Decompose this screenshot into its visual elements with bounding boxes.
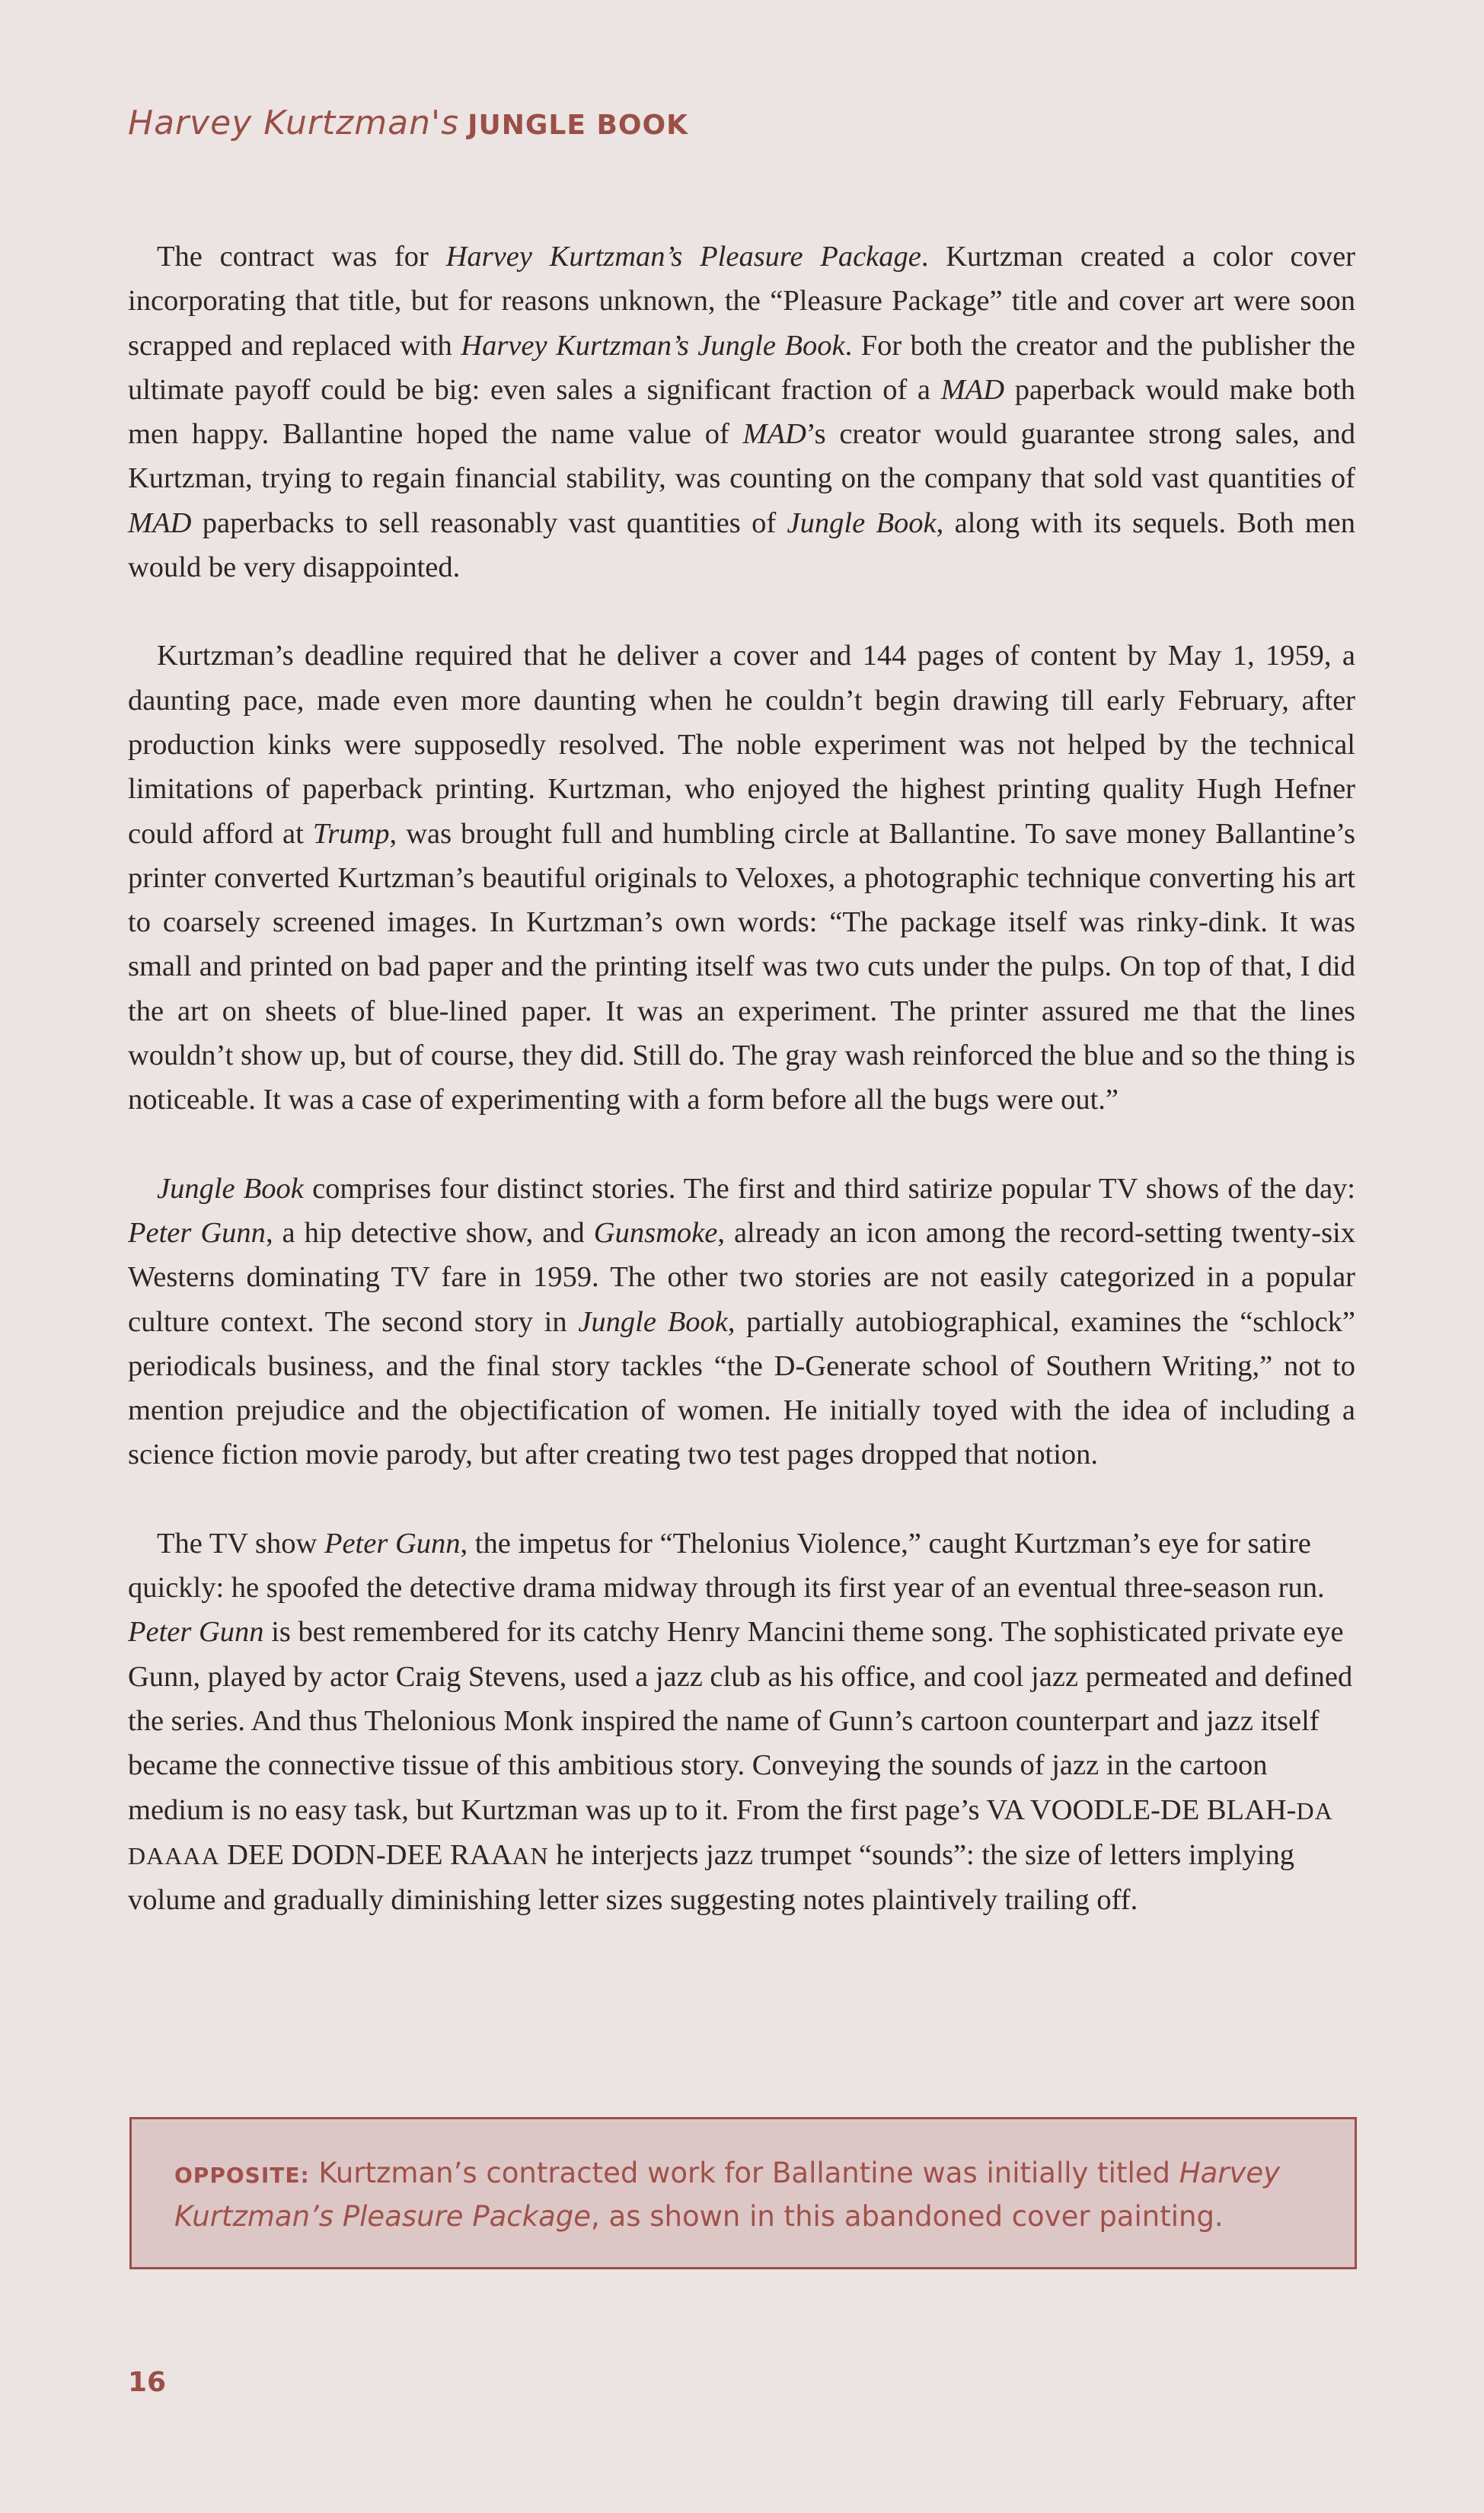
text-run: . For both the creator and the publisher the ultimate payoff could be big: even sales a significant fraction of a bbox=[128, 329, 1356, 406]
sound-effect-small: AN bbox=[512, 1841, 549, 1870]
header-script-title: Harvey Kurtzman's bbox=[128, 104, 459, 142]
text-run: , partially autobiographical, examines the “schlock” periodicals business, and the final story tackles “the D-Generate school of Southern Writing,” not to mention prejudice and the objectification of women. He initially toyed with the idea of including a science fiction movie parody, but after creating two test pages dropped that notion. bbox=[128, 1305, 1355, 1471]
paragraph-3 bbox=[128, 1167, 1355, 1477]
italic-title: Peter Gunn bbox=[128, 1216, 266, 1249]
caption-italic-title: Harvey Kurtzman’s Pleasure Package bbox=[174, 2157, 1281, 2233]
sound-effect-text: VA VOODLE-DE BLAH- bbox=[986, 1793, 1297, 1826]
text-run: , already an icon among the record-setting twenty-six Westerns dominating TV fare in 1959. The other two stories are not easily categorized in a popular culture context. The second story in bbox=[128, 1216, 1356, 1338]
sound-effect-small: DA DAAAA bbox=[128, 1796, 1332, 1870]
italic-title: Harvey Kurtzman’s Jungle Book bbox=[461, 329, 845, 362]
running-header bbox=[128, 104, 688, 142]
italic-title: Peter Gunn bbox=[324, 1527, 461, 1560]
article-body bbox=[128, 235, 1355, 1966]
caption-box bbox=[129, 2117, 1357, 2269]
italic-title: Peter Gunn bbox=[128, 1616, 264, 1649]
italic-title: MAD bbox=[940, 373, 1005, 406]
italic-title: Gunsmoke bbox=[593, 1216, 718, 1249]
caption-text: , as shown in this abandoned cover painting. bbox=[591, 2200, 1224, 2233]
page-number: 16 bbox=[128, 2367, 167, 2398]
text-run: , the impetus for “Thelonius Violence,” caught Kurtzman’s eye for satire quickly: he spoofed the detective drama midway through its first year of an eventual three-season run. bbox=[128, 1527, 1325, 1605]
sound-effect-text: DEE DODN-DEE RAA bbox=[219, 1838, 512, 1871]
text-run: The contract was for bbox=[157, 241, 446, 273]
italic-title: Jungle Book bbox=[787, 506, 937, 539]
text-run: , along with its sequels. Both men would be very disappointed. bbox=[128, 506, 1355, 584]
text-run: he interjects jazz trumpet “sounds”: the size of letters implying volume and gradually diminishing letter sizes suggesting notes plaintively trailing off. bbox=[128, 1838, 1294, 1917]
italic-title: Trump bbox=[312, 817, 390, 850]
text-run: ’s creator would guarantee strong sales, and Kurtzman, trying to regain financial stability, was counting on the company that sold vast quantities of bbox=[128, 418, 1356, 495]
text-run: . Kurtzman created a color cover incorporating that title, but for reasons unknown, the “Pleasure Package” title and cover art were soon scrapped and replaced with bbox=[128, 241, 1355, 362]
text-run: comprises four distinct stories. The first and third satirize popular TV shows of the day: bbox=[303, 1172, 1356, 1205]
paragraph-2 bbox=[128, 634, 1355, 1122]
text-run: is best remembered for its catchy Henry Mancini theme song. The sophisticated private eye Gunn, played by actor Craig Stevens, used a jazz club as his office, and cool jazz permeated and defined the series. And thus Thelonious Monk inspired the name of Gunn’s cartoon counterpart and jazz itself became the connective tissue of this ambitious story. Conveying the sounds of jazz in the cartoon medium is no easy task, but Kurtzman was up to it. From the first page’s bbox=[128, 1616, 1353, 1826]
text-run: Kurtzman’s deadline required that he deliver a cover and 144 pages of content by May 1, 1959, a daunting pace, made even more daunting when he couldn’t begin drawing till early February, after production kinks were supposedly resolved. The noble experiment was not helped by the technical limitations of paperback printing. Kurtzman, who enjoyed the highest printing quality Hugh Hefner could afford at bbox=[128, 640, 1355, 850]
paragraph-4 bbox=[128, 1522, 1355, 1923]
text-run: paperback would make both men happy. Ballantine hoped the name value of bbox=[128, 373, 1355, 451]
italic-title: MAD bbox=[128, 506, 192, 539]
italic-title: MAD bbox=[742, 418, 806, 451]
text-run: , a hip detective show, and bbox=[265, 1216, 594, 1249]
italic-title: Jungle Book bbox=[578, 1305, 728, 1338]
caption-lead: OPPOSITE: bbox=[174, 2163, 310, 2188]
text-run: , was brought full and humbling circle at Ballantine. To save money Ballantine’s printer converted Kurtzman’s beautiful originals to Veloxes, a photographic technique converting his art to coarsely screened images. In Kurtzman’s own words: “The package itself was rinky-dink. It was small and printed on bad paper and the printing itself was two cuts under the pulps. On top of that, I did the art on sheets of blue-lined paper. It was an experiment. The printer assured me that the lines wouldn’t show up, but of course, they did. Still do. The gray wash reinforced the blue and so the thing is noticeable. It was a case of experimenting with a form before all the bugs were out.” bbox=[128, 817, 1355, 1116]
text-run: paperbacks to sell reasonably vast quantities of bbox=[191, 506, 787, 539]
header-caps-title: JUNGLE BOOK bbox=[468, 110, 689, 141]
text-run: The TV show bbox=[157, 1527, 324, 1560]
italic-title: Harvey Kurtzman’s Pleasure Package bbox=[445, 241, 921, 273]
caption-text: Kurtzman’s contracted work for Ballantine was initially titled bbox=[309, 2157, 1179, 2189]
paragraph-1 bbox=[128, 235, 1355, 589]
italic-title: Jungle Book bbox=[157, 1172, 304, 1205]
